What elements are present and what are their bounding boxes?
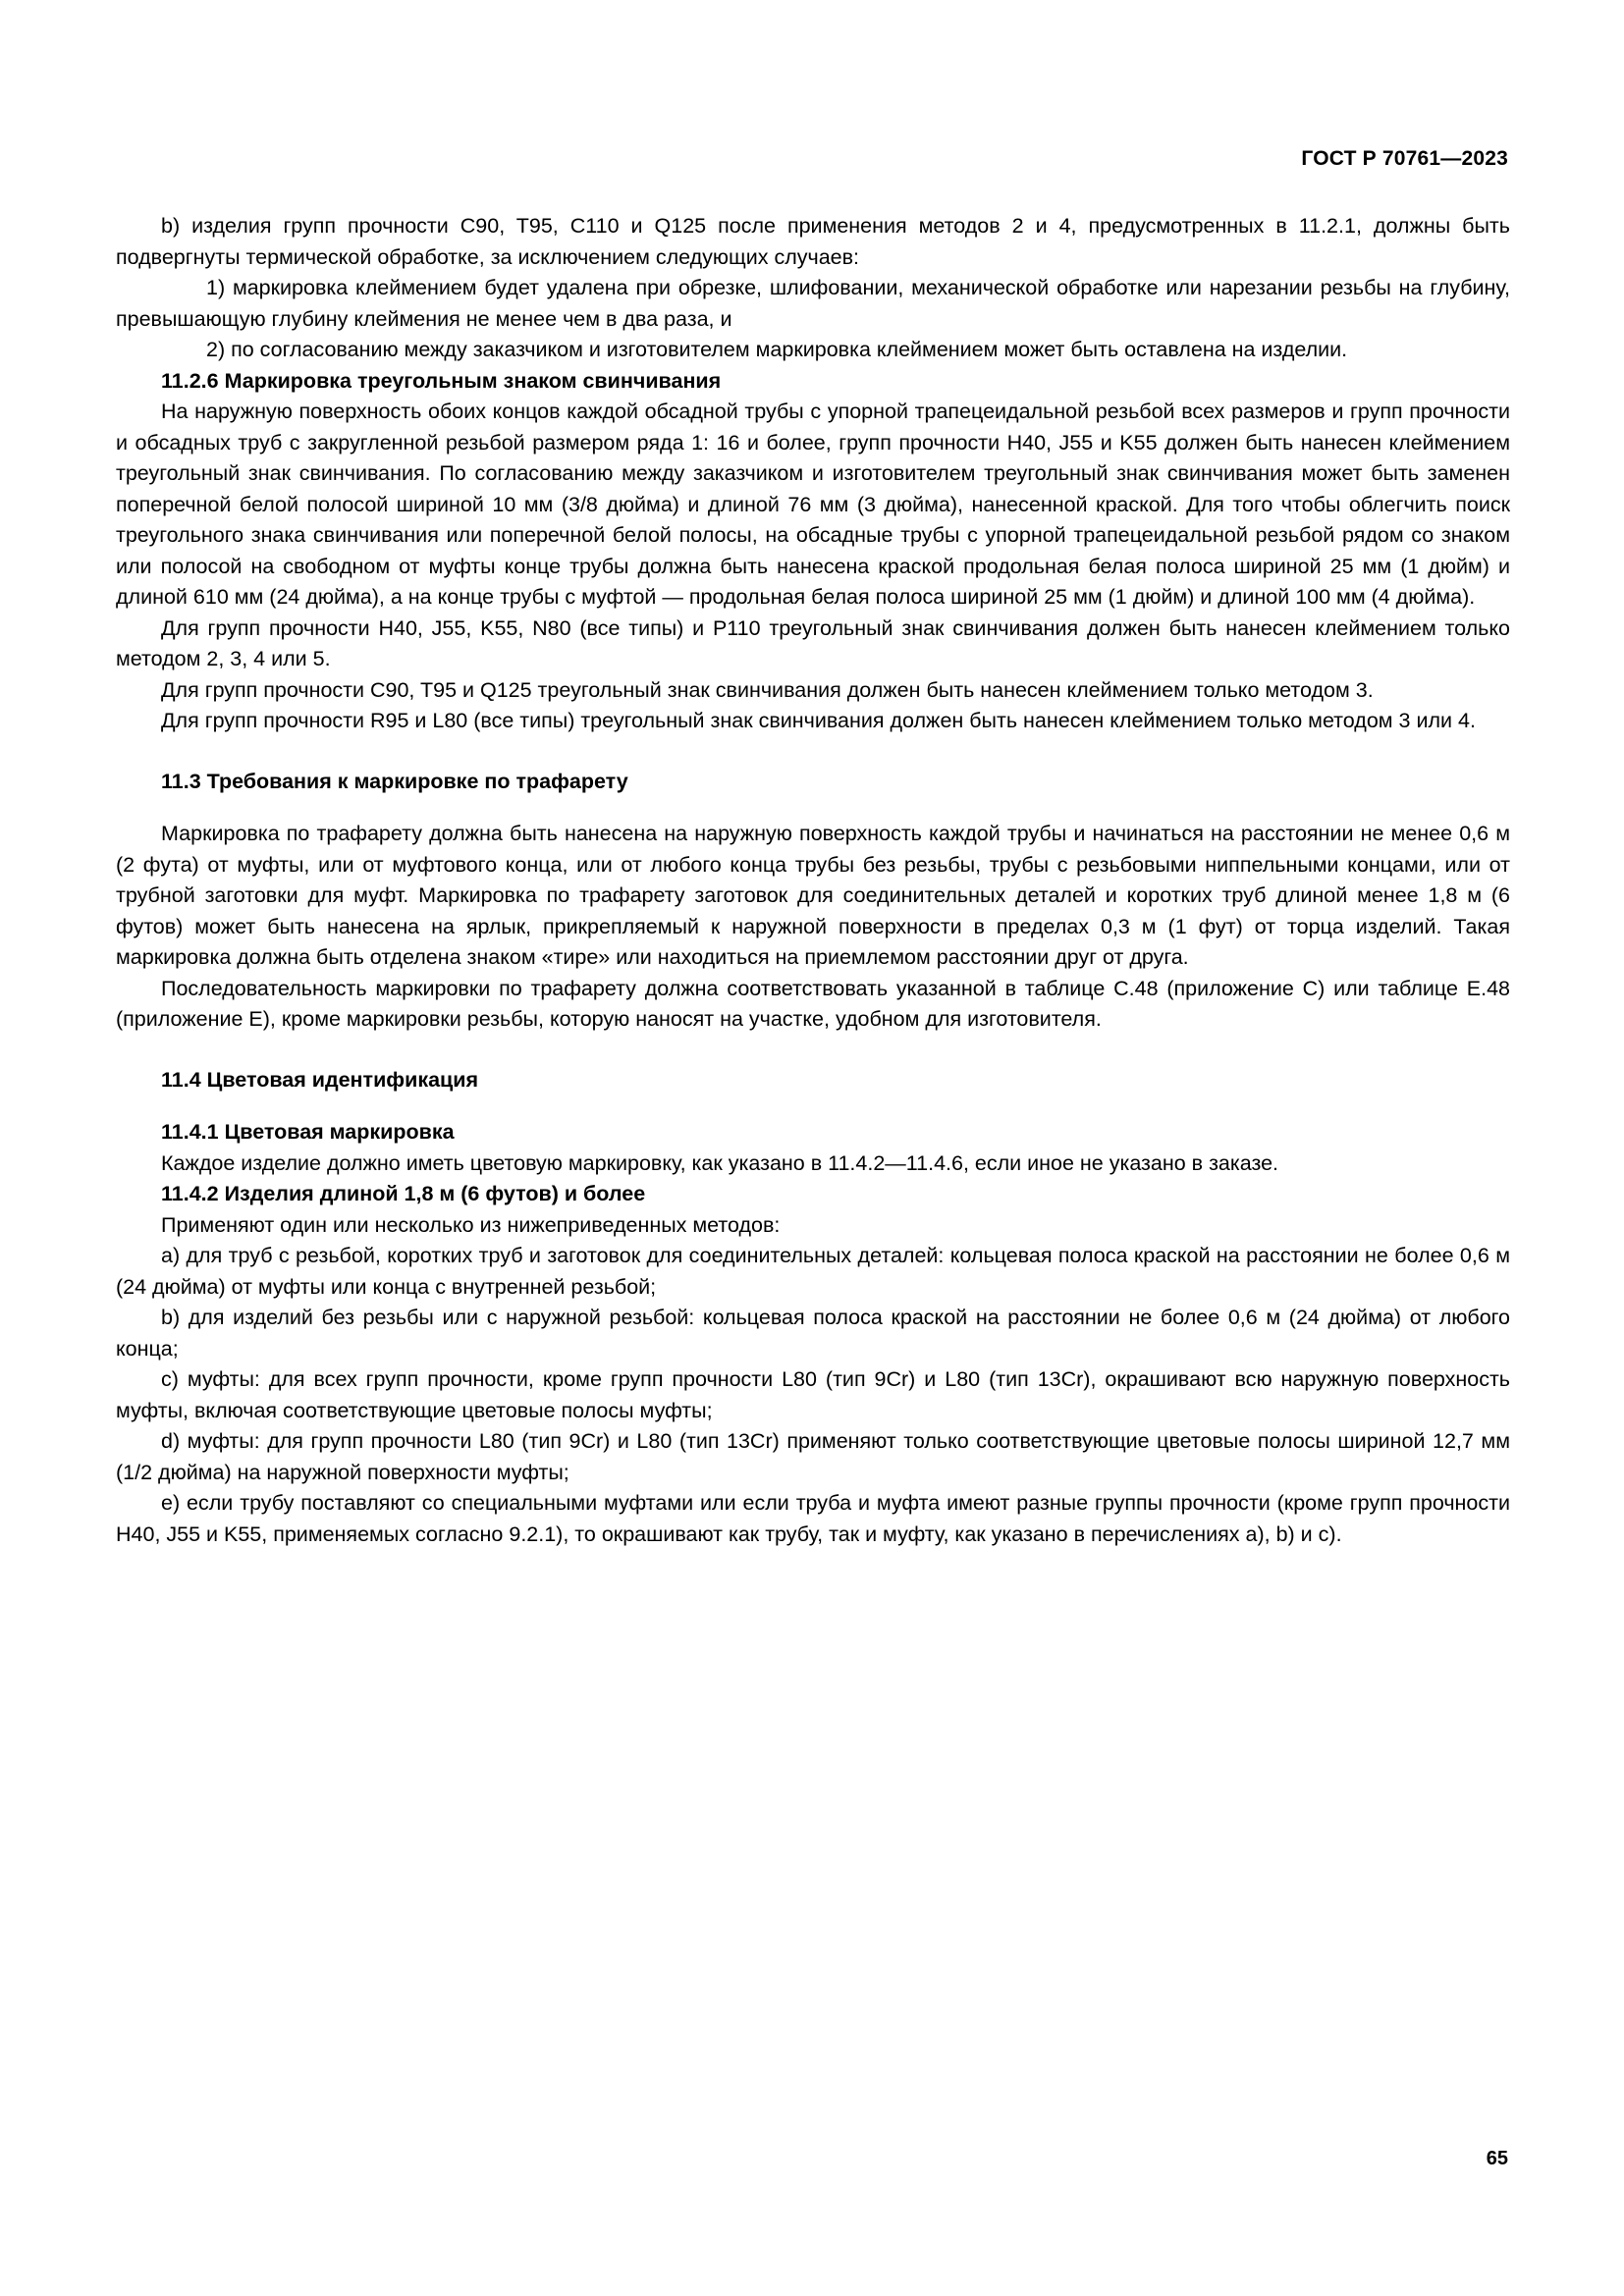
paragraph-11-4-1-main: Каждое изделие должно иметь цветовую маркировку, как указано в 11.4.2—11.4.6, если иное не указано в заказе. (161, 1150, 1279, 1175)
heading-11-3: 11.3 Требования к маркировке по трафарету (161, 769, 628, 793)
paragraph-11-2-6-groups-2: Для групп прочности C90, T95 и Q125 треугольный знак свинчивания должен быть нанесен клеймением только методом 3. (161, 677, 1374, 702)
heading-11-2-6: 11.2.6 Маркировка треугольным знаком свинчивания (161, 368, 722, 393)
paragraph-11-4-2-d: d) муфты: для групп прочности L80 (тип 9Cr) и L80 (тип 13Cr) применяют только соответствующие цветовые полосы шириной 12,7 мм (1/2 дюйма) на наружной поверхности муфты; (116, 1429, 1510, 1484)
paragraph-11-4-2-e: e) если трубу поставляют со специальными муфтами или если труба и муфта имеют разные группы прочности (кроме групп прочности H40, J55 и K55, применяемых согласно 9.2.1), то окрашивают как трубу, так и муфту, как указано в перечислениях a), b) и c). (116, 1491, 1510, 1546)
heading-11-4-2: 11.4.2 Изделия длиной 1,8 м (6 футов) и более (161, 1182, 646, 1205)
heading-11-4-1: 11.4.1 Цветовая маркировка (161, 1120, 455, 1144)
paragraph-11-3-sequence: Последовательность маркировки по трафарету должна соответствовать указанной в таблице C.48 (приложение C) или таблице E.48 (приложение E), кроме маркировки резьбы, которую наносят на участке, удобном для изготовителя. (116, 976, 1510, 1031)
paragraph-11-2-6-groups-1: Для групп прочности H40, J55, K55, N80 (все типы) и P110 треугольный знак свинчивания должен быть нанесен клеймением только методом 2, 3, 4 или 5. (116, 615, 1510, 670)
paragraph-11-4-2-intro: Применяют один или несколько из нижеприведенных методов: (161, 1212, 781, 1237)
page-number: 65 (1486, 2148, 1508, 2169)
paragraph-11-4-2-a: a) для труб с резьбой, коротких труб и заготовок для соединительных деталей: кольцевая полоса краской на расстоянии не более 0,6 м (24 дюйма) от муфты или конца с внутренней резьбой; (116, 1244, 1510, 1299)
document-body (116, 211, 1510, 1550)
paragraph-b-heat-treatment: b) изделия групп прочности C90, T95, C110 и Q125 после применения методов 2 и 4, предусмотренных в 11.2.1, должны быть подвергнуты термической обработке, за исключением следующих случаев: (116, 214, 1510, 269)
paragraph-11-2-6-main: На наружную поверхность обоих концов каждой обсадной трубы с упорной трапецеидальной резьбой всех размеров и групп прочности и обсадных труб с закругленной резьбой размером ряда 1: 16 и более, групп прочности H40, J55 и K55 должен быть нанесен клеймением треугольный знак свинчивания. По согласованию между заказчиком и изготовителем треугольный знак свинчивания может быть заменен поперечной белой полосой шириной 10 мм (3/8 дюйма) и длиной 76 мм (3 дюйма), нанесенной краской. Для того чтобы облегчить поиск треугольного знака свинчивания или поперечной белой полосы, на обсадные трубы с упорной трапецеидальной резьбой рядом со знаком или полосой на свободном от муфты конце трубы должна быть нанесена краской продольная белая полоса шириной 25 мм (1 дюйм) и длиной 610 мм (24 дюйма), а на конце трубы с муфтой — продольная белая полоса шириной 25 мм (1 дюйм) и длиной 100 мм (4 дюйма). (116, 400, 1510, 609)
paragraph-11-4-2-b: b) для изделий без резьбы или с наружной резьбой: кольцевая полоса краской на расстоянии не более 0,6 м (24 дюйма) от любого конца; (116, 1306, 1510, 1361)
paragraph-item-2: 2) по согласованию между заказчиком и изготовителем маркировка клеймением может быть оставлена на изделии. (206, 338, 1348, 361)
paragraph-11-2-6-groups-3: Для групп прочности R95 и L80 (все типы) треугольный знак свинчивания должен быть нанесен клеймением только методом 3 или 4. (161, 709, 1476, 732)
paragraph-11-4-2-c: c) муфты: для всех групп прочности, кроме групп прочности L80 (тип 9Cr) и L80 (тип 13Cr), окрашивают всю наружную поверхность муфты, включая соответствующие цветовые полосы муфты; (116, 1367, 1510, 1422)
paragraph-11-3-main: Маркировка по трафарету должна быть нанесена на наружную поверхность каждой трубы и начинаться на расстоянии не менее 0,6 м (2 фута) от муфты, или от муфтового конца, или от любого конца трубы без резьбы, трубы с резьбовыми ниппельными концами, или от трубной заготовки для муфт. Маркировка по трафарету заготовок для соединительных деталей и коротких труб длиной менее 1,8 м (6 футов) может быть нанесена на ярлык, прикрепляемый к наружной поверхности в пределах 0,3 м (1 фут) от торца изделий. Такая маркировка должна быть отделена знаком «тире» или находиться на приемлемом расстоянии друг от друга. (116, 822, 1510, 969)
document-header: ГОСТ Р 70761—2023 (1301, 147, 1508, 170)
paragraph-item-1: 1) маркировка клеймением будет удалена при обрезке, шлифовании, механической обработке или нарезании резьбы на глубину, превышающую глубину клеймения не менее чем в два раза, и (116, 276, 1510, 331)
heading-11-4: 11.4 Цветовая идентификация (161, 1067, 479, 1092)
